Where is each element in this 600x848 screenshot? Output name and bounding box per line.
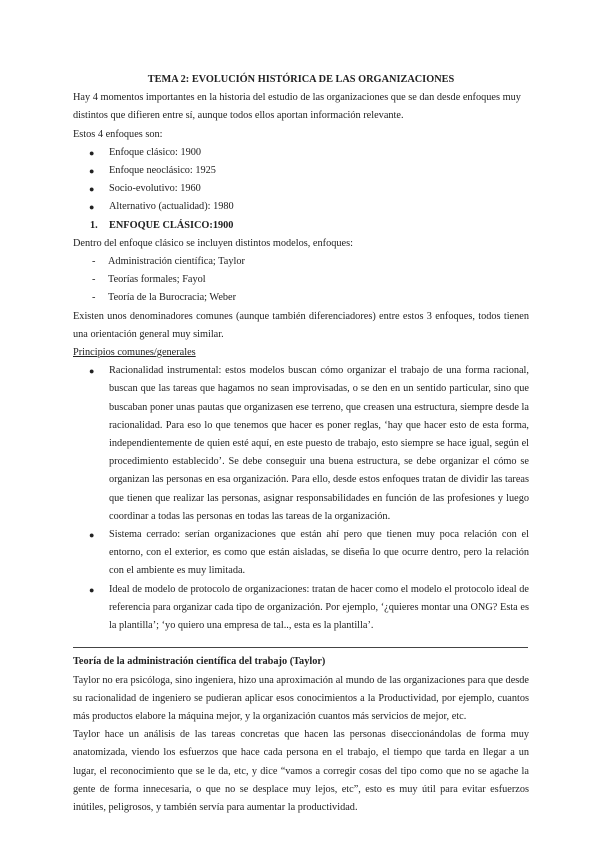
intro-paragraph: Hay 4 momentos importantes en la historia del estudio de las organizaciones que se dan desde enfoques muy distintos que difieren entre sí, aunque todos ellos aportan información relevante. <box>73 92 521 122</box>
list-item: ● Enfoque clásico: 1900 <box>73 144 529 162</box>
bullet-icon: ● <box>89 184 95 195</box>
dash-icon: - <box>92 256 96 268</box>
principles-heading: Principios comunes/generales <box>73 347 196 359</box>
list-item: ● Enfoque neoclásico: 1925 <box>73 162 529 180</box>
list-item: ● Racionalidad instrumental: estos modelos buscan cómo organizar el trabajo de una forma racional, buscan que las tareas que hagamos no sean improvisadas, o se den en un sentido particular, sino que buscaban poner unas pautas que organizasen ese terreno, que creasen una estructura, siempre desde la racionalidad. Para eso lo que tenemos que hacer es poner reglas, ‘hay que hacer esto de esta forma, independientemente de quien esté aquí, en este puesto de trabajo, esto siempre se hace igual, según el procedimiento establecido’. Se debe conseguir una buena estructura, se debe organizar el cómo se organizan las personas en esa organización. Para ello, desde estos enfoques tratan de dividir las tareas que tienen que realizar las personas, asignar responsabilidades en función de las profesiones y luego coordinar a todas las personas en todas las tareas de la organización. <box>73 362 529 526</box>
section-heading <box>73 217 529 235</box>
page-title: TEMA 2: EVOLUCIÓN HISTÓRICA DE LAS ORGANIZACIONES <box>147 74 455 85</box>
dash-icon: - <box>92 274 96 286</box>
subsection-heading: Teoría de la administración científica del trabajo (Taylor) <box>73 656 326 668</box>
dash-icon: - <box>92 292 96 304</box>
section-number: 1. <box>90 219 98 231</box>
document-body <box>73 71 529 817</box>
section-intro: Dentro del enfoque clásico se incluyen distintos modelos, enfoques: <box>73 237 353 249</box>
list-item: ● Ideal de modelo de protocolo de organizaciones: tratan de hacer como el modelo el protocolo ideal de referencia para organizar cada tipo de organización. Por ejemplo, ‘¿quieres montar una ONG? Esta es la plantilla’; ‘yo quiero una empresa de tal.., esta es la plantilla’. <box>73 581 529 636</box>
bullet-icon: ● <box>89 584 95 595</box>
bullet-icon: ● <box>89 202 95 213</box>
bullet-icon: ● <box>89 366 95 377</box>
list-item: ● Sistema cerrado: serían organizaciones que están ahí pero que tienen muy poca relación con el entorno, con el exterior, es como que están aisladas, se diseña lo que ocurre dentro, pero la relación con el ambiente es muy limitada. <box>73 526 529 581</box>
section-divider <box>73 647 528 648</box>
models-list <box>73 253 529 308</box>
list-item: ● Alternativo (actualidad): 1980 <box>73 198 529 216</box>
principles-list <box>73 362 529 635</box>
approaches-label: Estos 4 enfoques son: <box>73 128 163 140</box>
approaches-list <box>73 144 529 217</box>
bullet-icon: ● <box>89 530 95 541</box>
bullet-icon: ● <box>89 147 95 158</box>
taylor-paragraph: Taylor no era psicóloga, sino ingeniera, hizo una aproximación al mundo de las organizaciones para que desde su racionalidad de ingeniero se pudieran aplicar esos conocimientos a la Productividad, por ejemplo, cuantos más productos elabore la máquina mejor, y la organización cuantos más servicios de mejor, etc. <box>73 674 529 722</box>
list-item: ● Socio-evolutivo: 1960 <box>73 180 529 198</box>
common-paragraph: Existen unos denominadores comunes (aunque también diferenciadores) entre estos 3 enfoques, todos tienen una orientación general muy similar. <box>73 310 529 340</box>
list-item: - Teorías formales; Fayol <box>73 271 529 289</box>
taylor-paragraph: Taylor hace un análisis de las tareas concretas que hacen las personas diseccionándolas de forma muy anatomizada, viendo los esfuerzos que hace cada persona en el trabajo, el tiempo que tarda en llegar a un lugar, el reconocimiento que se le da, etc, y dice “vamos a corregir cosas del tipo como que no se agache la gente de forma innecesaria, o que no se desplace muy lejos, etc”, esto es muy útil para evitar esfuerzos inútiles, peligrosos, y también servía para aumentar la productividad. <box>73 729 529 813</box>
bullet-icon: ● <box>89 166 95 177</box>
list-item: - Teoría de la Burocracia; Weber <box>73 289 529 307</box>
list-item: - Administración científica; Taylor <box>73 253 529 271</box>
section-heading-text: ENFOQUE CLÁSICO:1900 <box>109 219 234 231</box>
